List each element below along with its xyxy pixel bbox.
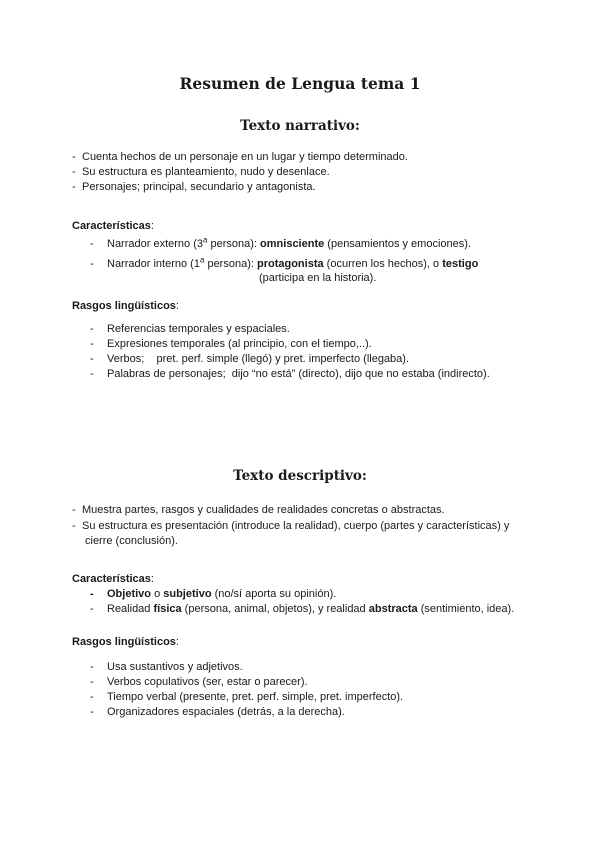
bullet-dash: - bbox=[90, 323, 94, 335]
bullet-dash: - bbox=[90, 238, 94, 250]
descriptivo-rasgo-2: Verbos copulativos (ser, estar o parecer). bbox=[107, 676, 308, 688]
descriptivo-bullet-2: Su estructura es presentación (introduce la realidad), cuerpo (partes y características) y bbox=[82, 520, 510, 532]
descriptivo-bullet-1: Muestra partes, rasgos y cualidades de realidades concretas o abstractas. bbox=[82, 504, 445, 516]
bullet-dash: - bbox=[90, 706, 94, 718]
bullet-dash: - bbox=[90, 691, 94, 703]
bullet-dash: - bbox=[72, 166, 76, 178]
narrativo-rasgo-1: Referencias temporales y espaciales. bbox=[107, 323, 290, 335]
narrativo-caracteristica-1: Narrador externo (3$^a$ persona): omnisciente (pensamientos y emociones). bbox=[107, 235, 471, 250]
descriptivo-caracteristicas-heading: Características: bbox=[72, 573, 154, 585]
bullet-dash: - bbox=[90, 603, 94, 615]
descriptivo-bullet-2-continuation: cierre (conclusión). bbox=[85, 535, 178, 547]
descriptivo-rasgo-3: Tiempo verbal (presente, pret. perf. simple, pret. imperfecto). bbox=[107, 691, 404, 703]
bullet-dash: - bbox=[72, 504, 76, 516]
bullet-dash: - bbox=[72, 181, 76, 193]
narrativo-rasgo-2: Expresiones temporales (al principio, con el tiempo,..). bbox=[107, 338, 372, 350]
descriptivo-rasgo-1: Usa sustantivos y adjetivos. bbox=[107, 661, 243, 673]
descriptivo-rasgos-heading: Rasgos lingüísticos: bbox=[72, 636, 179, 648]
narrativo-caracteristica-2: Narrador interno (1$^a$ persona): protagonista (ocurren los hechos), o testigo bbox=[107, 255, 479, 270]
narrativo-caracteristicas-heading: Características: bbox=[72, 220, 154, 232]
bullet-dash: - bbox=[90, 676, 94, 688]
bullet-dash: - bbox=[90, 661, 94, 673]
descriptivo-rasgo-4: Organizadores espaciales (detrás, a la derecha). bbox=[107, 706, 345, 718]
narrativo-bullet-1: Cuenta hechos de un personaje en un lugar y tiempo determinado. bbox=[82, 151, 408, 163]
document-title: Resumen de Lengua tema 1 bbox=[179, 74, 421, 93]
narrativo-caracteristica-2-continuation: (participa en la historia). bbox=[259, 272, 377, 284]
narrativo-rasgos-heading: Rasgos lingüísticos: bbox=[72, 300, 179, 312]
narrativo-rasgo-3: Verbos; pret. perf. simple (llegó) y pret. imperfecto (llegaba). bbox=[107, 353, 410, 365]
narrativo-bullet-2: Su estructura es planteamiento, nudo y desenlace. bbox=[82, 166, 330, 178]
narrativo-rasgo-4: Palabras de personajes; dijo “no está” (directo), dijo que no estaba (indirecto). bbox=[107, 368, 490, 380]
narrativo-bullet-3: Personajes; principal, secundario y antagonista. bbox=[82, 181, 316, 193]
bullet-dash: - bbox=[90, 588, 94, 600]
bullet-dash: - bbox=[90, 368, 94, 380]
bullet-dash: - bbox=[90, 258, 94, 270]
bullet-dash: - bbox=[72, 520, 76, 532]
descriptivo-caracteristica-2: Realidad física (persona, animal, objetos), y realidad abstracta (sentimiento, idea). bbox=[107, 603, 515, 615]
bullet-dash: - bbox=[72, 151, 76, 163]
section-title-narrativo: Texto narrativo: bbox=[240, 118, 360, 134]
bullet-dash: - bbox=[90, 353, 94, 365]
section-title-descriptivo: Texto descriptivo: bbox=[233, 468, 367, 484]
descriptivo-caracteristica-1: Objetivo o subjetivo (no/sí aporta su opinión). bbox=[107, 588, 337, 600]
bullet-dash: - bbox=[90, 338, 94, 350]
